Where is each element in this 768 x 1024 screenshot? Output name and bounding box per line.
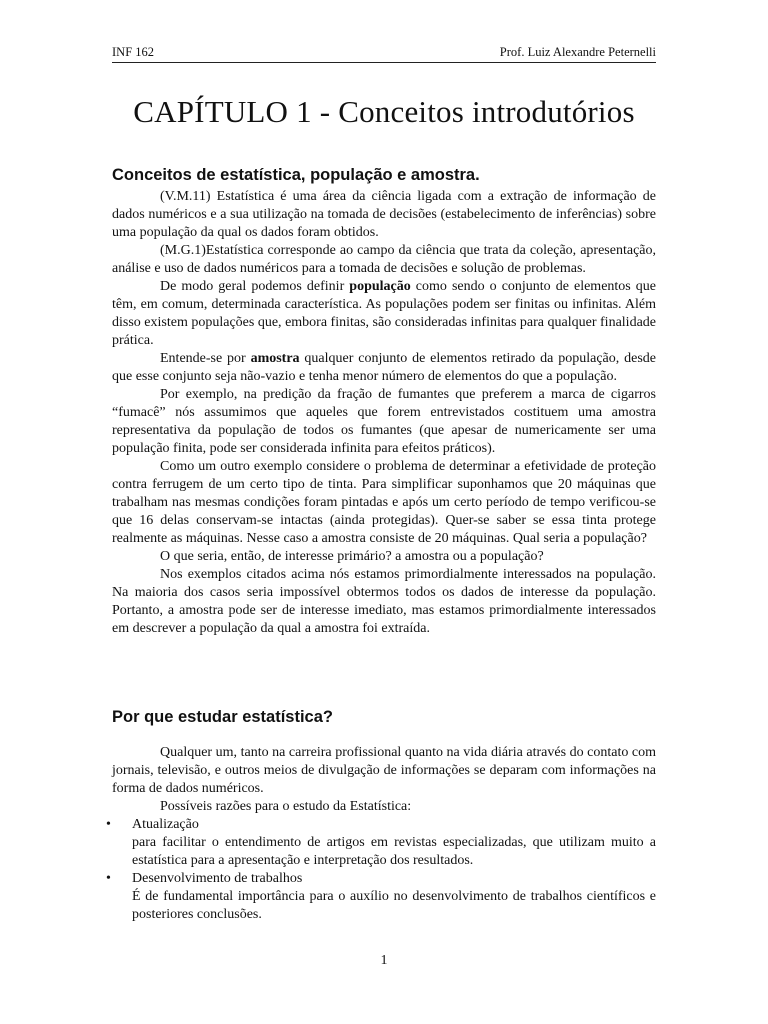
reason-label: Atualização [132, 817, 199, 832]
text-run: Entende-se por [160, 351, 251, 366]
paragraph-reasons-intro: Possíveis razões para o estudo da Estatística: [160, 799, 412, 814]
reason-description: para facilitar o entendimento de artigos em revistas especializadas, que utilizam muito a estatística para a apresentação e interpretação dos resultados. [132, 835, 656, 868]
paragraph-motivation: Qualquer um, tanto na carreira profissional quanto na vida diária através do contato com jornais, televisão, e outros meios de divulgação de informações se deparam com informações na forma de dados numéricos. [112, 745, 656, 796]
paragraph-sample [112, 350, 656, 386]
author-name: Prof. Luiz Alexandre Peternelli [499, 45, 656, 59]
text-run: qualquer conjunto de elementos retirado da população, desde que esse conjunto seja não-vazio e tenha menor número de elementos do que a população. [112, 351, 656, 384]
section-body-why-statistics [106, 744, 656, 924]
paragraph-conclusion: Nos exemplos citados acima nós estamos primordialmente interessados na população. Na maioria dos casos seria impossível obtermos todos os dados de interesse da população. Portanto, a amostra pode ser de interesse imediato, mas estamos primordialmente interessados em descrever a população da qual a amostra foi extraída. [112, 567, 656, 636]
paragraph-population [112, 278, 656, 350]
section-body-concepts [112, 188, 656, 638]
text-run: como sendo o conjunto de elementos que têm, em comum, determinada característica. As populações podem ser finitas ou infinitas. Além disso existem populações que, embora finitas, são consideradas infinitas para qualquer finalidade prática. [112, 279, 656, 348]
reasons-list [106, 816, 656, 924]
bullet-icon: • [106, 871, 111, 886]
term-population: população [349, 279, 411, 294]
page-number: 1 [380, 953, 388, 968]
section-heading-concepts: Conceitos de estatística, população e amostra. [112, 166, 480, 184]
bullet-icon: • [106, 817, 111, 832]
text-run: De modo geral podemos definir [160, 279, 350, 294]
reason-description: É de fundamental importância para o auxílio no desenvolvimento de trabalhos científicos e posteriores conclusões. [132, 889, 656, 922]
term-sample: amostra [250, 351, 300, 366]
paragraph-paint-example: Como um outro exemplo considere o problema de determinar a efetividade de proteção contra ferrugem de um certo tipo de tinta. Para simplificar suponhamos que 20 máquinas que trabalham nas mesmas condições foram pintadas e após um certo período de tempo verificou-se que 16 delas conservam-se intactas (ainda protegidas). Quer-se saber se essa tinta protege realmente as máquinas. Nesse caso a amostra consiste de 20 máquinas. Qual seria a população? [112, 459, 656, 546]
section-heading-why-statistics: Por que estudar estatística? [112, 708, 333, 726]
list-item [106, 870, 656, 924]
paragraph-smokers-example: Por exemplo, na predição da fração de fumantes que preferem a marca de cigarros “fumacê” nós assumimos que aqueles que forem entrevistados costituem uma amostra representativa da população de todos os fumantes (que apesar de numericamente ser uma população finita, pode ser considerada infinita para efeitos práticos). [112, 387, 656, 456]
chapter-title: CAPÍTULO 1 - Conceitos introdutórios [133, 94, 635, 129]
paragraph-definition-mg: (M.G.1)Estatística corresponde ao campo da ciência que trata da coleção, apresentação, análise e uso de dados numéricos para a tomada de decisões e solução de problemas. [112, 243, 656, 276]
paragraph-definition-vm: (V.M.11) Estatística é uma área da ciência ligada com a extração de informação de dados numéricos e a sua utilização na tomada de decisões (estabelecimento de inferências) sobre uma população da qual os dados foram obtidos. [112, 189, 656, 240]
list-item [106, 816, 656, 870]
course-code: INF 162 [112, 45, 155, 59]
running-header [112, 44, 656, 63]
paragraph-question: O que seria, então, de interesse primário? a amostra ou a população? [160, 549, 544, 564]
reason-label: Desenvolvimento de trabalhos [132, 871, 303, 886]
